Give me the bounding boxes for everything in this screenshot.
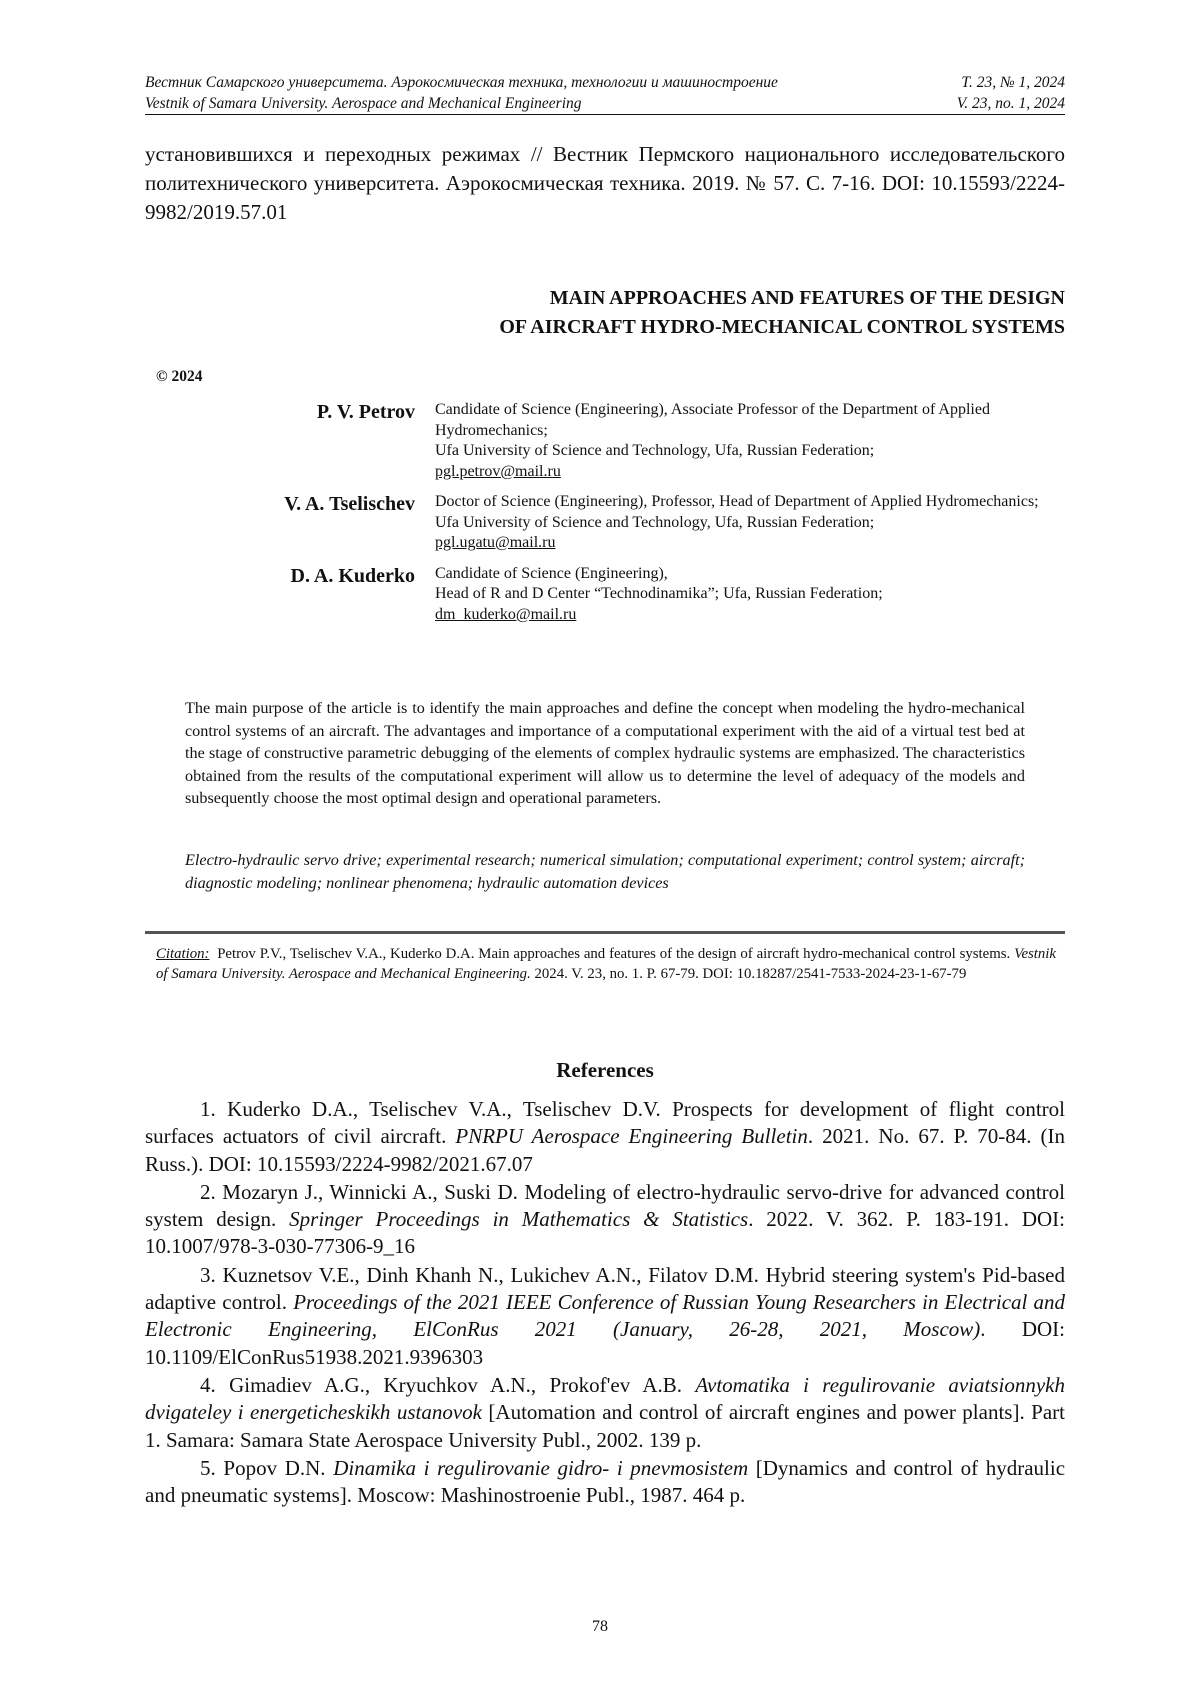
reference-number: 3. — [200, 1262, 216, 1287]
title-line-2: OF AIRCRAFT HYDRO-MECHANICAL CONTROL SYSTEMS — [499, 316, 1065, 338]
reference-number: 4. — [200, 1372, 216, 1397]
author-position: Candidate of Science (Engineering), — [435, 564, 668, 582]
citation-block — [156, 944, 1056, 984]
authors-list — [145, 400, 1065, 635]
article-title — [145, 284, 1065, 342]
reference-tail: . 2021. No. 67. P. 70-84. (In Russ.). DOI: 10.15593/2224-9982/2021.67.07 — [145, 1124, 1066, 1176]
author-info — [435, 400, 1065, 482]
reference-tail: . DOI: 10.1109/ElConRus51938.2021.9396303 — [145, 1317, 1065, 1369]
continued-reference: установившихся и переходных режимах // Вестник Пермского национального исследовательского политехнического университета. Аэрокосмическая техника. 2019. № 57. С. 7-16. DOI: 10.15593/2224-9982/2019.57.01 — [145, 142, 1065, 224]
page-number: 78 — [592, 1618, 608, 1635]
reference-number: 5. — [200, 1455, 216, 1480]
author-info — [435, 564, 1065, 626]
reference-number: 2. — [200, 1179, 216, 1204]
volume-en: V. 23, no. 1, 2024 — [956, 95, 1065, 112]
reference-text: Gimadiev A.G., Kryuchkov A.N., Prokof'ev A.B. — [229, 1372, 683, 1397]
citation-label: Citation: — [156, 946, 210, 962]
author-name: D. A. Kuderko — [290, 564, 415, 587]
author-position: Candidate of Science (Engineering), Associate Professor of the Department of Applied Hydromechanics; — [435, 401, 990, 439]
reference-text: Kuznetsov V.E., Dinh Khanh N., Lukichev A.N., Filatov D.M. Hybrid steering system's Pid-based adaptive control. — [145, 1262, 1066, 1315]
reference-item — [145, 1372, 1065, 1454]
copyright: © 2024 — [156, 368, 203, 385]
volume-ru: Т. 23, № 1, 2024 — [961, 74, 1065, 91]
keywords: Electro-hydraulic servo drive; experimental research; numerical simulation; computational experiment; control system; aircraft; diagnostic modeling; nonlinear phenomena; hydraulic automation devices — [185, 851, 1025, 892]
references-heading: References — [556, 1058, 654, 1082]
reference-item — [145, 1455, 1065, 1510]
author-affiliation: Head of R and D Center “Technodinamika”; Ufa, Russian Federation; — [435, 585, 883, 602]
references-list — [145, 1096, 1065, 1510]
reference-text: Mozaryn J., Winnicki A., Suski D. Modeling of electro-hydraulic servo-drive for advanced control system design. — [145, 1179, 1065, 1232]
author-affiliation: Ufa University of Science and Technology, Ufa, Russian Federation; — [435, 513, 875, 531]
author-affiliation: Ufa University of Science and Technology, Ufa, Russian Federation; — [435, 442, 875, 459]
citation-journal: Vestnik of Samara University. Aerospace and Mechanical Engineering. — [156, 946, 1056, 982]
reference-text: Kuderko D.A., Tselischev V.A., Tselischev D.V. Prospects for development of flight control surfaces actuators of civil aircraft. — [145, 1097, 1066, 1149]
reference-source: PNRPU Aerospace Engineering Bulletin — [455, 1124, 808, 1149]
reference-source: Avtomatika i regulirovanie aviatsionnykh dvigateley i energeticheskikh ustanovok — [145, 1372, 1065, 1425]
journal-title-en: Vestnik of Samara University. Aerospace and Mechanical Engineering — [145, 95, 582, 112]
title-line-1: MAIN APPROACHES AND FEATURES OF THE DESIGN — [549, 287, 1065, 309]
reference-tail: [Dynamics and control of hydraulic and pneumatic systems]. Moscow: Mashinostroenie Publ., 1987. 464 p. — [145, 1455, 1066, 1508]
author-name: V. A. Tselischev — [284, 493, 415, 515]
reference-source: Proceedings of the 2021 IEEE Conference of Russian Young Researchers in Electrical and Electronic Engineering, ElConRus 2021 (January, 26-28, 2021, Moscow) — [145, 1290, 1066, 1342]
journal-title-ru: Вестник Самарского университета. Аэрокосмическая техника, технологии и машиностроение — [145, 74, 778, 91]
reference-source: Dinamika i regulirovanie gidro- i pnevmosistem — [333, 1455, 749, 1480]
author-info — [435, 492, 1065, 554]
running-header — [145, 72, 1065, 115]
reference-item — [145, 1096, 1065, 1178]
author-name: P. V. Petrov — [316, 401, 415, 423]
reference-source: Springer Proceedings in Mathematics & Statistics — [289, 1207, 749, 1232]
author-entry — [145, 564, 1065, 626]
reference-tail: . 2022. V. 362. P. 183-191. DOI: 10.1007/978-3-030-77306-9_16 — [145, 1207, 1065, 1259]
reference-text: Popov D.N. — [223, 1455, 326, 1480]
reference-number: 1. — [200, 1097, 216, 1121]
citation-authors-title: Petrov P.V., Tselischev V.A., Kuderko D.A. Main approaches and features of the design of aircraft hydro-mechanical control systems. — [217, 946, 1011, 962]
reference-item — [145, 1262, 1065, 1371]
author-email-link[interactable]: pgl.ugatu@mail.ru — [435, 534, 556, 551]
reference-tail: [Automation and control of aircraft engines and power plants]. Part 1. Samara: Samara State Aerospace University Publ., 2002. 139 p. — [145, 1400, 1065, 1452]
author-entry — [145, 492, 1065, 554]
citation-details: 2024. V. 23, no. 1. P. 67-79. DOI: 10.18287/2541-7533-2024-23-1-67-79 — [534, 966, 967, 982]
abstract: The main purpose of the article is to identify the main approaches and define the concept when modeling the hydro-mechanical control systems of an aircraft. The advantages and importance of a computational experiment with the aid of a virtual test bed at the stage of constructive parametric debugging of the elements of complex hydraulic systems are emphasized. The characteristics obtained from the results of the computational experiment will allow us to determine the level of adequacy of the models and subsequently choose the most optimal design and operational parameters. — [185, 699, 1025, 807]
author-email-link[interactable]: dm_kuderko@mail.ru — [435, 605, 577, 623]
author-entry — [145, 400, 1065, 482]
author-email-link[interactable]: pgl.petrov@mail.ru — [435, 462, 561, 480]
reference-item — [145, 1179, 1065, 1261]
section-divider — [145, 931, 1065, 934]
author-position: Doctor of Science (Engineering), Professor, Head of Department of Applied Hydromechanics; — [435, 493, 1039, 510]
